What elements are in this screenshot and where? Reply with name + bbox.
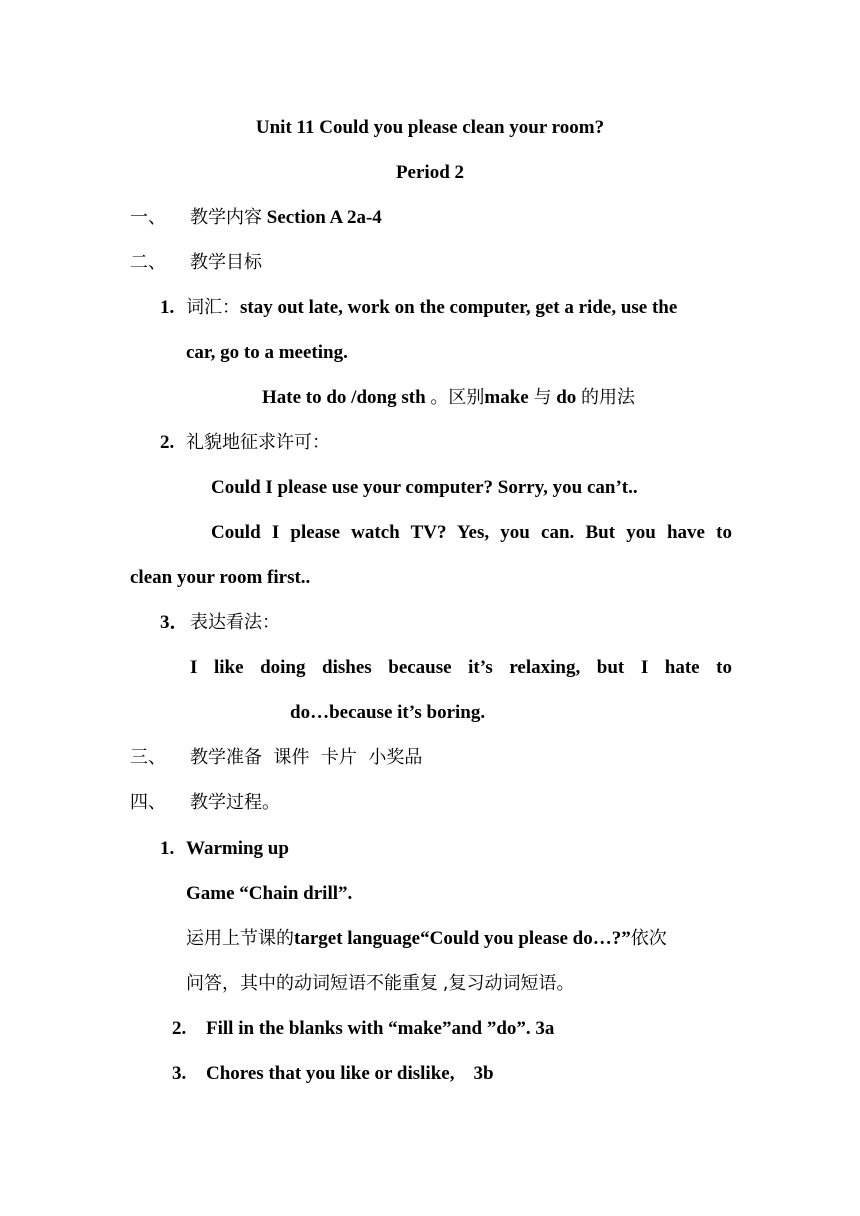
section-4-label: 教学过程。: [190, 792, 280, 813]
goal-2-label: 礼貌地征求许可：: [186, 432, 330, 453]
goal-2-line-3: clean your room first..: [130, 567, 311, 588]
goal-1-usage: 的用法: [581, 387, 636, 408]
goal-3-number: 3．: [160, 612, 189, 633]
process-1-desc-line-2-tail: ,复习动词短语。: [442, 973, 575, 994]
goal-1-line-2: car, go to a meeting.: [186, 342, 348, 363]
section-3-label: 教学准备 课件 卡片 小奖品: [190, 747, 423, 768]
section-1-label: 教学内容: [190, 207, 262, 228]
goal-1-yu: 与: [533, 387, 552, 408]
process-1-question: “Could you please do…?”: [420, 928, 631, 949]
goal-2-line-1: Could I please use your computer? Sorry, you can’t..: [211, 477, 638, 498]
goal-1-number: 1.: [160, 297, 175, 318]
process-1-desc-line-2: [186, 972, 574, 996]
goal-1-make: make: [484, 387, 529, 408]
section-2-number: 二、: [130, 252, 166, 273]
process-1-target-language: target language: [294, 928, 421, 949]
goal-1-label: 词汇：: [186, 297, 240, 318]
process-1-game: Game “Chain drill”.: [186, 883, 353, 904]
goal-1-do: do: [556, 387, 577, 408]
process-1-number: 1.: [160, 838, 175, 859]
goal-1-vocab: stay out late, work on the computer, get a ride, use the: [240, 297, 678, 318]
process-3-text: Chores that you like or dislike, 3b: [206, 1063, 494, 1084]
goal-2-number: 2.: [160, 432, 175, 453]
section-1-heading: [190, 206, 382, 230]
goal-1-distinguish: 。区别: [430, 387, 485, 408]
goal-3-label: 表达看法：: [190, 612, 280, 633]
goal-3-line-1: I like doing dishes because it’s relaxing, but I hate to: [190, 657, 732, 678]
goal-2-line-2: Could I please watch TV? Yes, you can. But you have to: [211, 522, 732, 543]
goal-1-hate-phrase: Hate to do /dong sth: [262, 387, 426, 408]
section-2-label: 教学目标: [190, 252, 262, 273]
goal-1-line-1: [186, 296, 732, 320]
process-3-number: 3.: [172, 1063, 187, 1084]
section-3-number: 三、: [130, 747, 166, 768]
section-1-number: 一、: [130, 207, 166, 228]
process-1-title: Warming up: [186, 838, 289, 859]
process-1-desc-cn-1: 运用上节课的: [186, 928, 294, 949]
process-1-desc-line-1: [186, 927, 732, 951]
goal-1-line-3: [262, 386, 635, 410]
process-2-text: Fill in the blanks with “make”and ”do”. 3a: [206, 1018, 555, 1039]
process-2-number: 2.: [172, 1018, 187, 1039]
process-1-desc-line-2-cn: 问答，其中的动词短语不能重复: [186, 973, 438, 994]
section-1-value: Section A 2a-4: [266, 207, 382, 228]
section-4-number: 四、: [130, 792, 166, 813]
document-title: Unit 11 Could you please clean your room?: [255, 117, 605, 138]
goal-3-line-2: do…because it’s boring.: [290, 702, 486, 723]
process-1-desc-cn-2: 依次: [630, 928, 667, 949]
period-heading: Period 2: [395, 162, 465, 183]
